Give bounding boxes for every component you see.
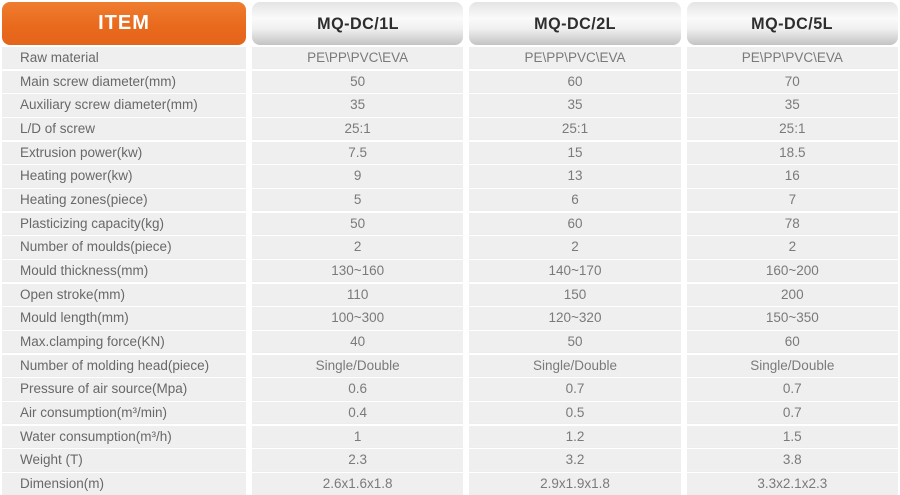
table-row xyxy=(2,402,898,423)
table-row xyxy=(2,165,898,186)
row-label: Extrusion power(kw) xyxy=(2,142,246,163)
row-value: 6 xyxy=(469,189,680,210)
table-header-row xyxy=(2,2,898,45)
row-value: 0.7 xyxy=(687,378,898,399)
row-value: 18.5 xyxy=(687,142,898,163)
row-value: 16 xyxy=(687,165,898,186)
row-label: Pressure of air source(Mpa) xyxy=(2,378,246,399)
row-value: 2 xyxy=(469,236,680,257)
row-value: 50 xyxy=(469,331,680,352)
column-header-mq-dc-1l xyxy=(252,2,463,45)
row-value: 150 xyxy=(469,284,680,305)
row-value: 1.5 xyxy=(687,426,898,447)
row-value: 40 xyxy=(252,331,463,352)
row-value: 140~170 xyxy=(469,260,680,281)
row-value: 0.6 xyxy=(252,378,463,399)
column-header-label: MQ-DC/5L xyxy=(751,13,834,33)
row-value: 0.7 xyxy=(469,378,680,399)
row-value: 25:1 xyxy=(252,118,463,139)
row-value: Single/Double xyxy=(469,355,680,376)
row-value: 25:1 xyxy=(469,118,680,139)
row-label: L/D of screw xyxy=(2,118,246,139)
row-value: 50 xyxy=(252,71,463,92)
row-value: 9 xyxy=(252,165,463,186)
row-value: 0.5 xyxy=(469,402,680,423)
table-row xyxy=(2,426,898,447)
table-row xyxy=(2,236,898,257)
column-header-mq-dc-2l xyxy=(469,2,680,45)
table-row xyxy=(2,449,898,470)
row-value: 120~320 xyxy=(469,307,680,328)
row-value: 150~350 xyxy=(687,307,898,328)
row-value: 200 xyxy=(687,284,898,305)
row-value: 100~300 xyxy=(252,307,463,328)
table-row xyxy=(2,118,898,139)
row-value: 7 xyxy=(687,189,898,210)
row-value: 3.2 xyxy=(469,449,680,470)
row-value: 1 xyxy=(252,426,463,447)
row-value: 35 xyxy=(687,94,898,115)
row-value: 2.3 xyxy=(252,449,463,470)
row-value: 25:1 xyxy=(687,118,898,139)
row-label: Heating power(kw) xyxy=(2,165,246,186)
row-label: Main screw diameter(mm) xyxy=(2,71,246,92)
table-row xyxy=(2,260,898,281)
row-label: Raw material xyxy=(2,47,246,68)
row-value: 0.7 xyxy=(687,402,898,423)
row-value: 3.8 xyxy=(687,449,898,470)
row-value: 2 xyxy=(687,236,898,257)
row-value: Single/Double xyxy=(252,355,463,376)
row-value: 60 xyxy=(469,213,680,234)
row-label: Plasticizing capacity(kg) xyxy=(2,213,246,234)
row-value: 60 xyxy=(469,71,680,92)
row-value: 78 xyxy=(687,213,898,234)
row-label: Mould length(mm) xyxy=(2,307,246,328)
table-row xyxy=(2,307,898,328)
table-body xyxy=(2,47,898,494)
table-row xyxy=(2,378,898,399)
row-value: 2.6x1.6x1.8 xyxy=(252,473,463,494)
table-row xyxy=(2,355,898,376)
row-label: Mould thickness(mm) xyxy=(2,260,246,281)
column-header-label: MQ-DC/1L xyxy=(316,13,399,33)
table-row xyxy=(2,189,898,210)
table-row xyxy=(2,213,898,234)
table-row xyxy=(2,71,898,92)
column-header-label: MQ-DC/2L xyxy=(534,13,616,33)
row-label: Air consumption(m³/min) xyxy=(2,402,246,423)
row-label: Auxiliary screw diameter(mm) xyxy=(2,94,246,115)
row-value: 15 xyxy=(469,142,680,163)
row-label: Open stroke(mm) xyxy=(2,284,246,305)
table-row xyxy=(2,331,898,352)
item-header: ITEM xyxy=(2,2,246,45)
row-value: 1.2 xyxy=(469,426,680,447)
table-row xyxy=(2,284,898,305)
row-label: Heating zones(piece) xyxy=(2,189,246,210)
table-row xyxy=(2,47,898,68)
column-header-mq-dc-5l xyxy=(687,2,898,45)
row-value: 160~200 xyxy=(687,260,898,281)
row-label: Dimension(m) xyxy=(2,473,246,494)
table-row xyxy=(2,142,898,163)
row-value: 3.3x2.1x2.3 xyxy=(687,473,898,494)
table-row xyxy=(2,94,898,115)
row-value: 5 xyxy=(252,189,463,210)
row-label: Water consumption(m³/h) xyxy=(2,426,246,447)
row-value: 60 xyxy=(687,331,898,352)
row-label: Number of moulds(piece) xyxy=(2,236,246,257)
row-value: 70 xyxy=(687,71,898,92)
row-label: Weight (T) xyxy=(2,449,246,470)
row-value: PE\PP\PVC\EVA xyxy=(469,47,680,68)
table-row xyxy=(2,473,898,494)
row-value: 130~160 xyxy=(252,260,463,281)
row-value: 13 xyxy=(469,165,680,186)
row-value: 7.5 xyxy=(252,142,463,163)
row-label: Max.clamping force(KN) xyxy=(2,331,246,352)
row-label: Number of molding head(piece) xyxy=(2,355,246,376)
row-value: PE\PP\PVC\EVA xyxy=(252,47,463,68)
row-value: 35 xyxy=(469,94,680,115)
row-value: 2.9x1.9x1.8 xyxy=(469,473,680,494)
row-value: 35 xyxy=(252,94,463,115)
row-value: PE\PP\PVC\EVA xyxy=(687,47,898,68)
row-value: 2 xyxy=(252,236,463,257)
row-value: Single/Double xyxy=(687,355,898,376)
row-value: 110 xyxy=(252,284,463,305)
row-value: 0.4 xyxy=(252,402,463,423)
row-value: 50 xyxy=(252,213,463,234)
